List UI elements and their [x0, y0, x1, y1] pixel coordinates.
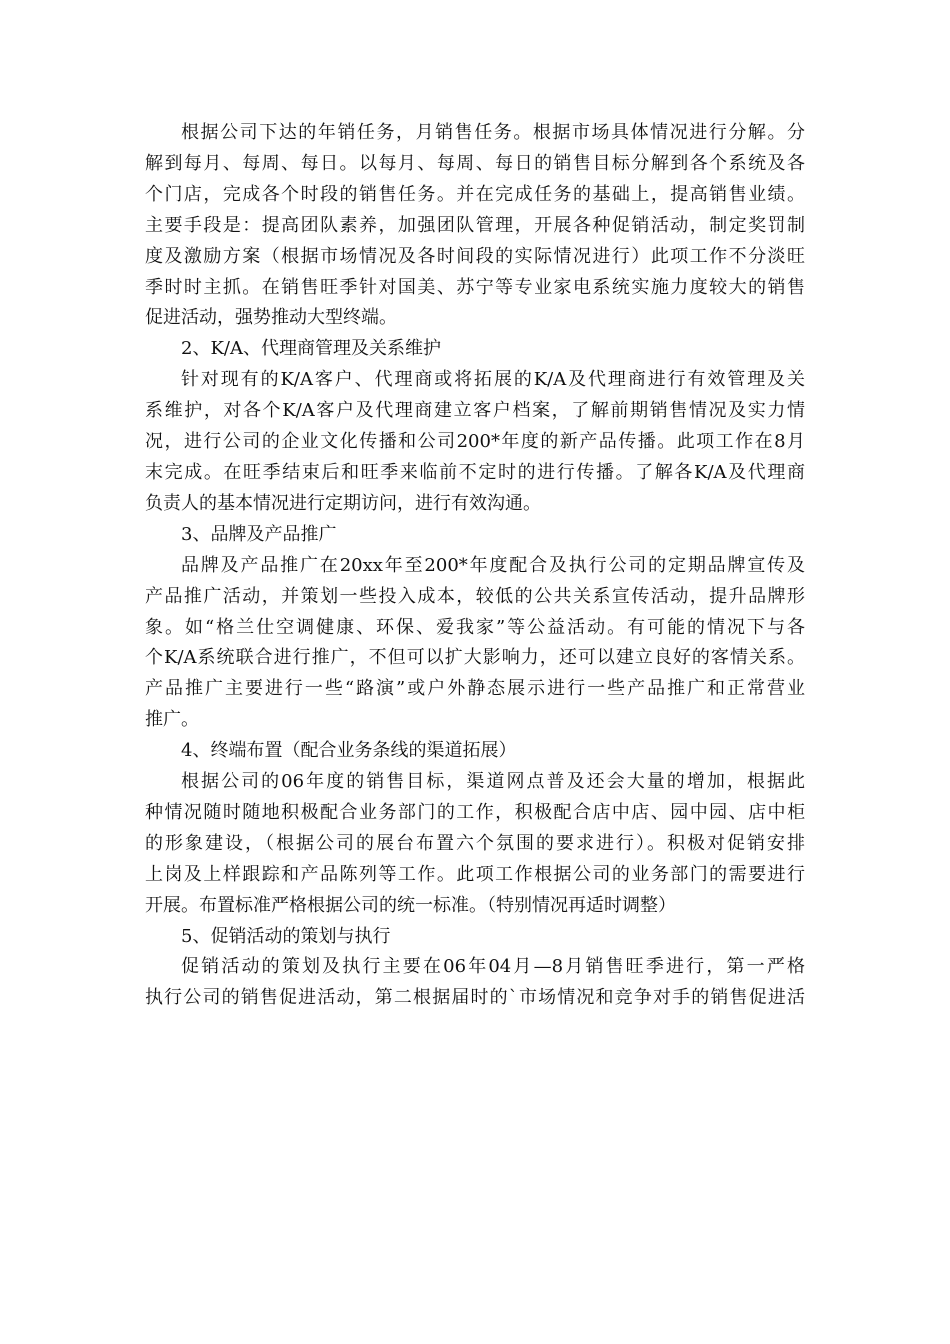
text-line: 负责人的基本情况进行定期访问，进行有效沟通。 — [145, 492, 541, 514]
text-line: 个K/A系统联合进行推广，不但可以扩大影响力，还可以建立良好的客情关系。 — [145, 647, 805, 669]
text-line: 个门店，完成各个时段的销售任务。并在完成任务的基础上，提高销售业绩。 — [145, 183, 805, 205]
section-heading-terminal-layout: 4、终端布置（配合业务条线的渠道拓展） — [181, 740, 517, 762]
text-line: 产品推广主要进行一些“路演”或户外静态展示进行一些产品推广和正常营业 — [145, 678, 805, 700]
text-line: 象。如“格兰仕空调健康、环保、爱我家”等公益活动。有可能的情况下与各 — [145, 616, 805, 638]
text-line: 主要手段是：提高团队素养，加强团队管理，开展各种促销活动，制定奖罚制 — [145, 214, 805, 236]
text-line: 上岗及上样跟踪和产品陈列等工作。此项工作根据公司的业务部门的需要进行 — [145, 863, 805, 885]
text-line: 根据公司的06年度的销售目标，渠道网点普及还会大量的增加，根据此 — [181, 771, 805, 793]
text-line: 况，进行公司的企业文化传播和公司200*年度的新产品传播。此项工作在8月 — [145, 431, 805, 453]
text-line: 度及激励方案（根据市场情况及各时间段的实际情况进行）此项工作不分淡旺 — [145, 245, 805, 267]
paragraph-ka-agents — [145, 365, 805, 520]
text-line: 执行公司的销售促进活动，第二根据届时的`市场情况和竞争对手的销售促进活 — [145, 987, 805, 1009]
text-line: 解到每月、每周、每日。以每月、每周、每日的销售目标分解到各个系统及各 — [145, 152, 805, 174]
paragraph-terminal-layout — [145, 767, 805, 922]
text-line: 针对现有的K/A客户、代理商或将拓展的K/A及代理商进行有效管理及关 — [181, 369, 805, 391]
section-heading-ka-agents: 2、K/A、代理商管理及关系维护 — [181, 338, 441, 360]
paragraph-sales-targets — [145, 118, 805, 334]
text-line: 推广。 — [145, 709, 199, 731]
text-line: 季时时主抓。在销售旺季针对国美、苏宁等专业家电系统实施力度较大的销售 — [145, 276, 805, 298]
section-heading-promotion-planning: 5、促销活动的策划与执行 — [181, 925, 391, 947]
paragraph-promotion-planning — [145, 952, 805, 1014]
text-line: 系维护，对各个K/A客户及代理商建立客户档案，了解前期销售情况及实力情 — [145, 400, 805, 422]
text-line: 种情况随时随地积极配合业务部门的工作，积极配合店中店、园中园、店中柜 — [145, 801, 805, 823]
text-line: 品牌及产品推广在20xx年至200*年度配合及执行公司的定期品牌宣传及 — [181, 554, 805, 576]
paragraph-brand-promotion — [145, 551, 805, 736]
text-line: 促销活动的策划及执行主要在06年04月—8月销售旺季进行，第一严格 — [181, 956, 805, 978]
text-line: 的形象建设，（根据公司的展台布置六个氛围的要求进行）。积极对促销安排 — [145, 832, 805, 854]
text-line: 末完成。在旺季结束后和旺季来临前不定时的进行传播。了解各K/A及代理商 — [145, 461, 805, 483]
text-line: 开展。布置标准严格根据公司的统一标准。（特别情况再适时调整） — [145, 894, 676, 916]
text-line: 促进活动，强势推动大型终端。 — [145, 307, 397, 329]
document-page — [145, 118, 805, 1014]
section-heading-brand-promotion: 3、品牌及产品推广 — [181, 523, 337, 545]
text-line: 产品推广活动，并策划一些投入成本，较低的公共关系宣传活动，提升品牌形 — [145, 585, 805, 607]
text-line: 根据公司下达的年销任务，月销售任务。根据市场具体情况进行分解。分 — [181, 122, 805, 143]
